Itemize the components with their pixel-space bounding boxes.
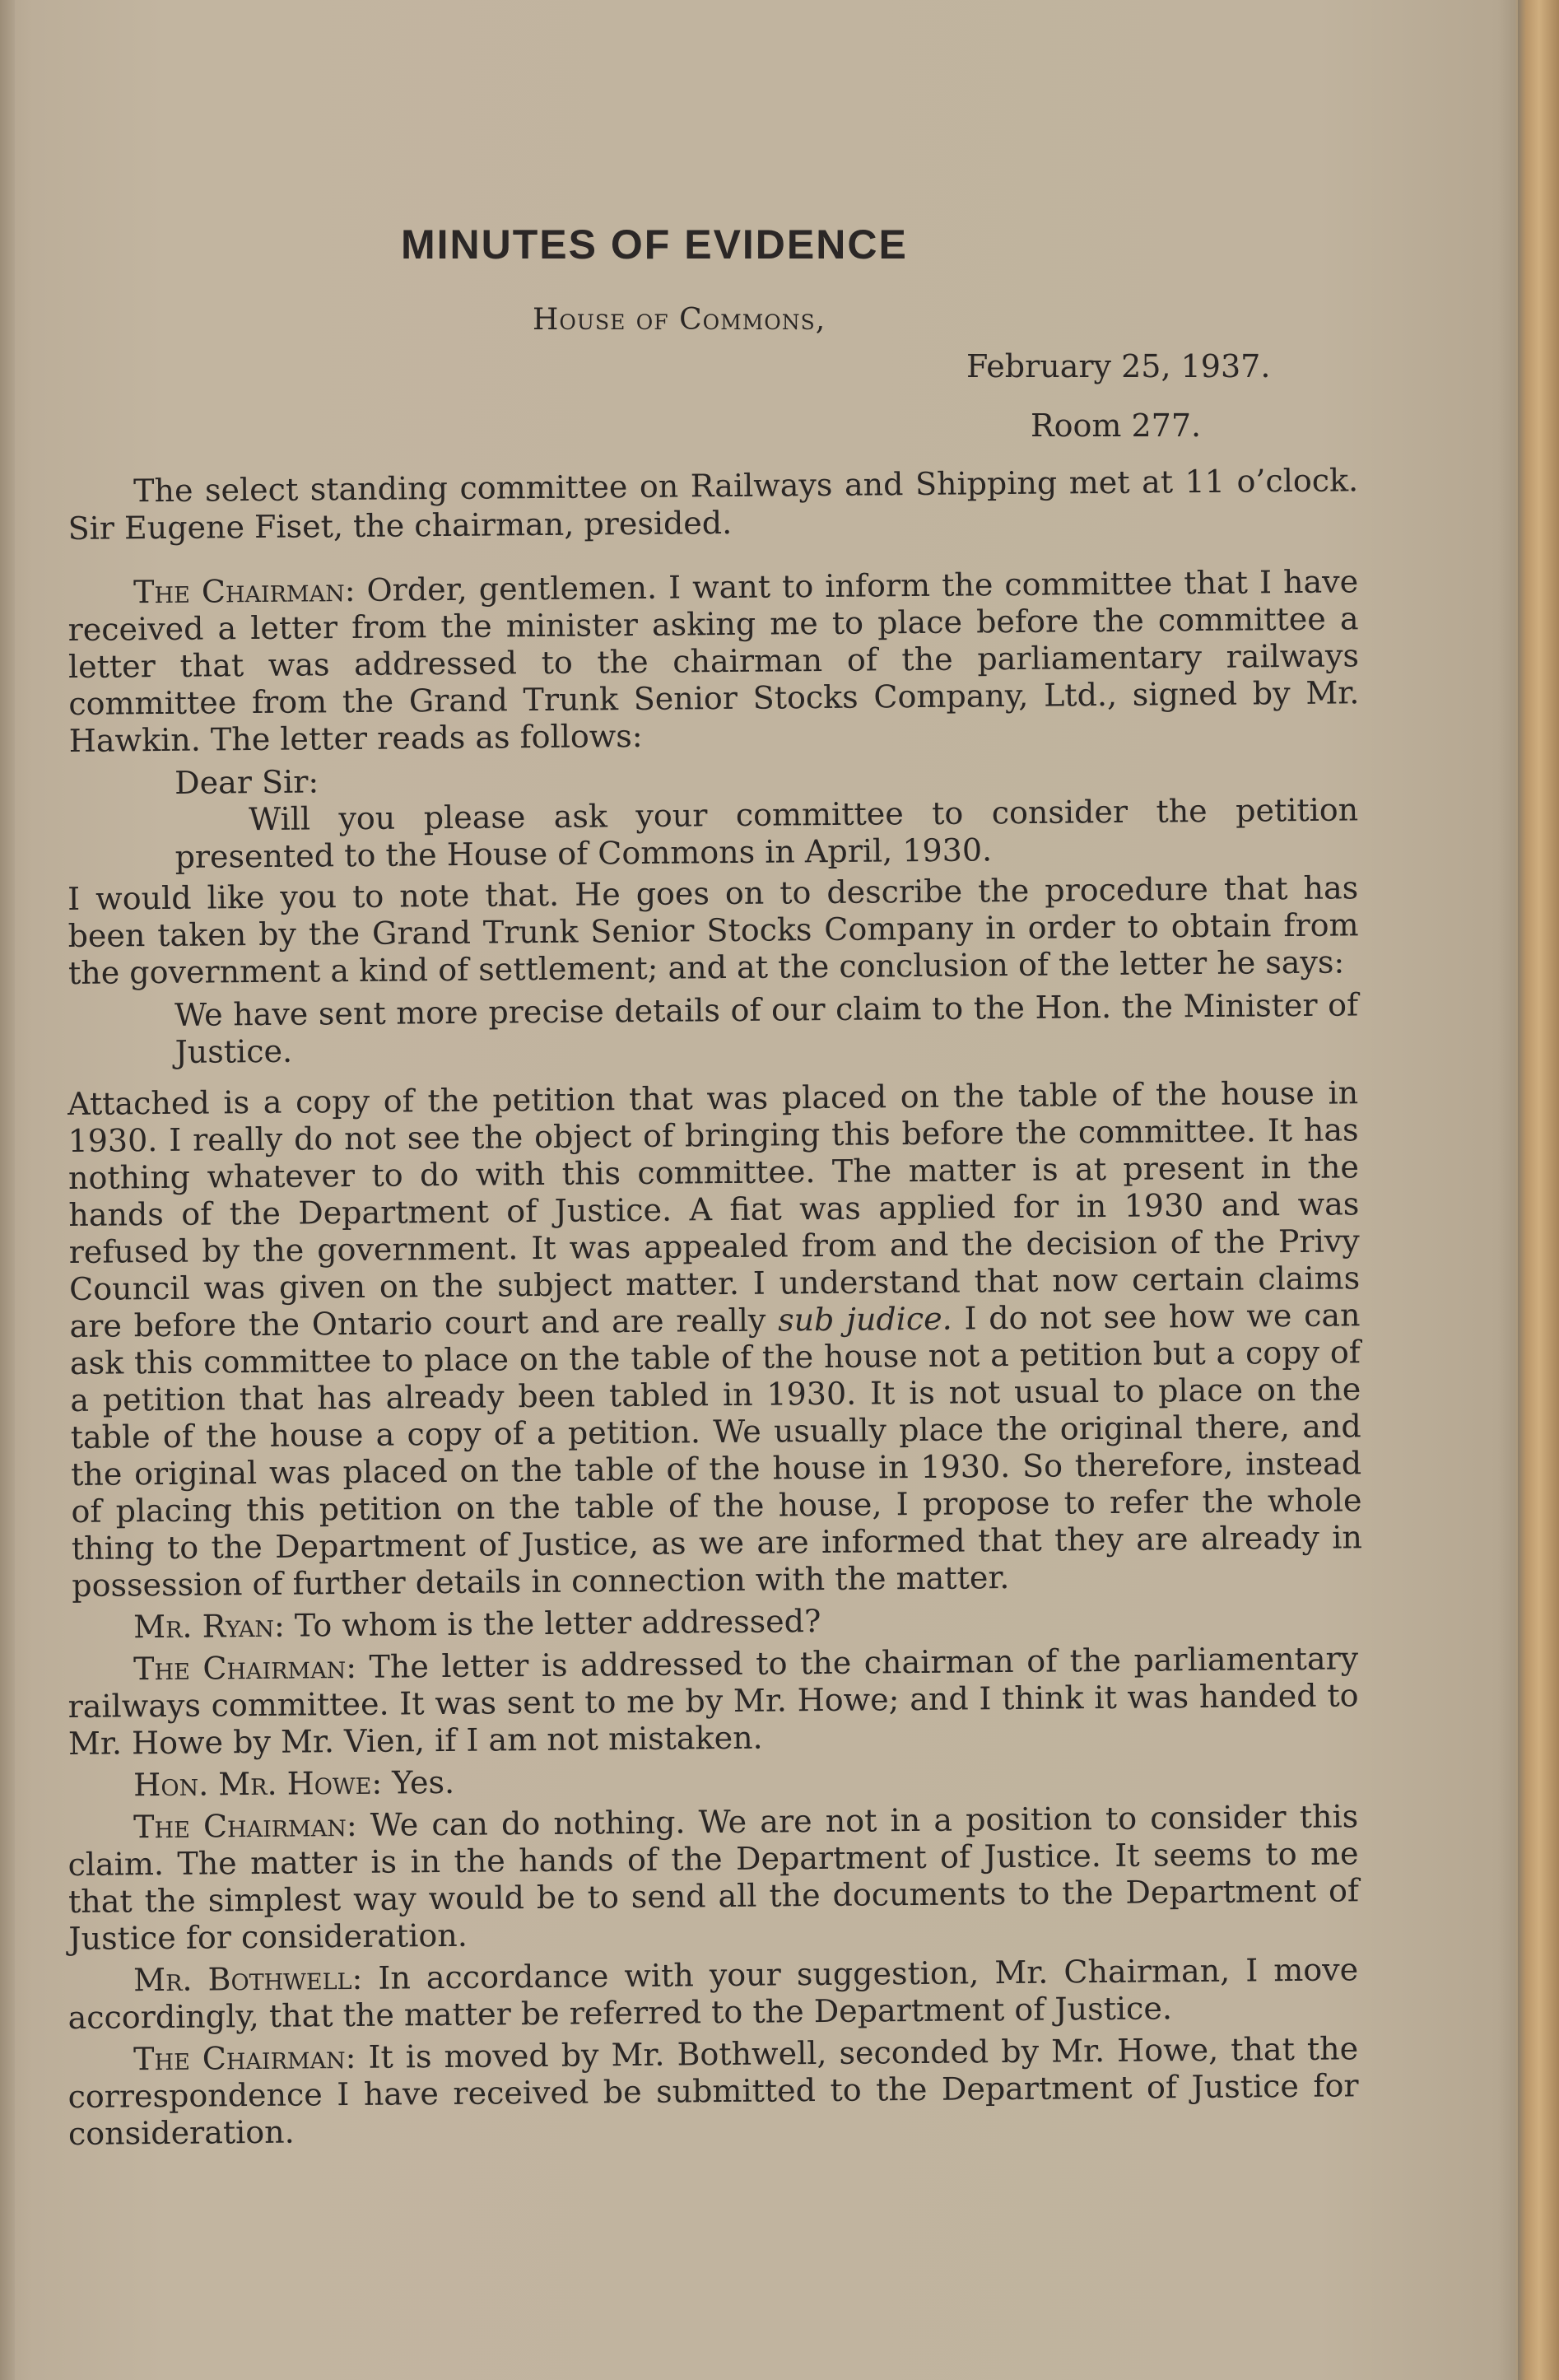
paragraph-ryan xyxy=(67,1598,1358,1646)
speaker-label: The Chairman: xyxy=(133,1806,357,1846)
paragraph-attached-text-b: I do not see how we can ask this committee to place on the table of the house not a petition but a copy of a petition that has already been tabled in 1930. It is not usual to place on the table of the house a copy of a petition. We usually place the original there, and the original was placed on the table of the house in 1930. So therefore, instead of placing this petition on the table of the house, I propose to refer the whole thing to the Department of Justice, as we are informed that they are already in possession of further details in connection with the matter. xyxy=(69,1297,1363,1604)
date-line: February 25, 1937. xyxy=(966,348,1271,384)
speaker-label: The Chairman: xyxy=(133,2038,356,2078)
paragraph-note-text: I would like you to note that. He goes on to describe the procedure that has been taken by the Grand Trunk Senior Stocks Company in order to obtain from the government a kind of settlement; and at the conclusion of the letter he says: xyxy=(67,869,1359,991)
quote-text: Will you please ask your committee to consider the petition presented to the House of Commons in April, 1930. xyxy=(175,791,1359,875)
paragraph-attached-text-a: Attached is a copy of the petition that was placed on the table of the house in 1930. I really do not see the object of bringing this before the committee. It has nothing whatever to do with this committee. The matter is at present in the hands of the Department of Justice. A fiat was applied for in 1930 and was refused by the government. It was appealed from and the decision of the Privy Council was given on the subject matter. I understand that now certain claims are before the Ontario court and are really xyxy=(67,1074,1361,1344)
speaker-label: Mr. Bothwell: xyxy=(133,1959,363,1999)
speech-text: The letter is addressed to the chairman of the parliamentary railways committee. It was sent to me by Mr. Howe; and I think it was handed to Mr. Howe by Mr. Vien, if I am not mistaken. xyxy=(67,1640,1359,1762)
page-left-edge xyxy=(0,0,15,2380)
salutation-text: Dear Sir: xyxy=(175,763,319,801)
body-text xyxy=(67,462,1363,2153)
italic-phrase: sub judice. xyxy=(777,1300,952,1339)
paragraph-chairman-4 xyxy=(67,2030,1359,2153)
quote-letter-2 xyxy=(175,986,1359,1071)
paragraph-howe xyxy=(67,1756,1358,1805)
page-content xyxy=(67,0,1368,2380)
paragraph-opening xyxy=(67,462,1359,547)
quote-letter-1 xyxy=(175,791,1359,876)
paragraph-bothwell xyxy=(67,1951,1359,2037)
book-binding-edge xyxy=(1518,0,1559,2380)
speech-text: In accordance with your suggestion, Mr. Chairman, I move accordingly, that the matter be referred to the Department of Justice. xyxy=(67,1951,1359,2036)
speech-text: It is moved by Mr. Bothwell, seconded by Mr. Howe, that the correspondence I have received be submitted to the Department of Justice for consideration. xyxy=(67,2030,1359,2152)
paragraph-opening-text: The select standing committee on Railways and Shipping met at 11 o’clock. Sir Eugene Fiset, the chairman, presided. xyxy=(67,462,1359,547)
speech-text: Order, gentlemen. I want to inform the committee that I have received a letter from the minister asking me to place before the committee a letter that was addressed to the chairman of the parliamentary railways committee from the Grand Trunk Senior Stocks Company, Ltd., signed by Mr. Hawkin. The letter reads as follows: xyxy=(67,563,1360,759)
paragraph-attached xyxy=(67,1074,1362,1605)
paragraph-chairman-2 xyxy=(67,1640,1359,1763)
paragraph-chairman-1 xyxy=(67,563,1360,760)
page-title: MINUTES OF EVIDENCE xyxy=(401,221,908,268)
speaker-label: Hon. Mr. Howe: xyxy=(133,1764,383,1804)
speaker-label: The Chairman: xyxy=(133,571,356,611)
room-line: Room 277. xyxy=(1031,408,1202,444)
speaker-label: The Chairman: xyxy=(133,1648,357,1688)
speech-text: To whom is the letter addressed? xyxy=(284,1603,821,1644)
paragraph-chairman-3 xyxy=(67,1798,1360,1958)
house-heading: House of Commons, xyxy=(533,303,826,337)
paragraph-note xyxy=(67,869,1359,992)
speech-text: We can do nothing. We are not in a position to consider this claim. The matter is in the hands of the Department of Justice. It seems to me that the simplest way would be to send all the documents to the Department of Justice for consideration. xyxy=(67,1798,1360,1957)
speech-text: Yes. xyxy=(381,1763,455,1801)
quote-text: We have sent more precise details of our claim to the Hon. the Minister of Justice. xyxy=(175,986,1359,1070)
speaker-label: Mr. Ryan: xyxy=(133,1607,286,1646)
